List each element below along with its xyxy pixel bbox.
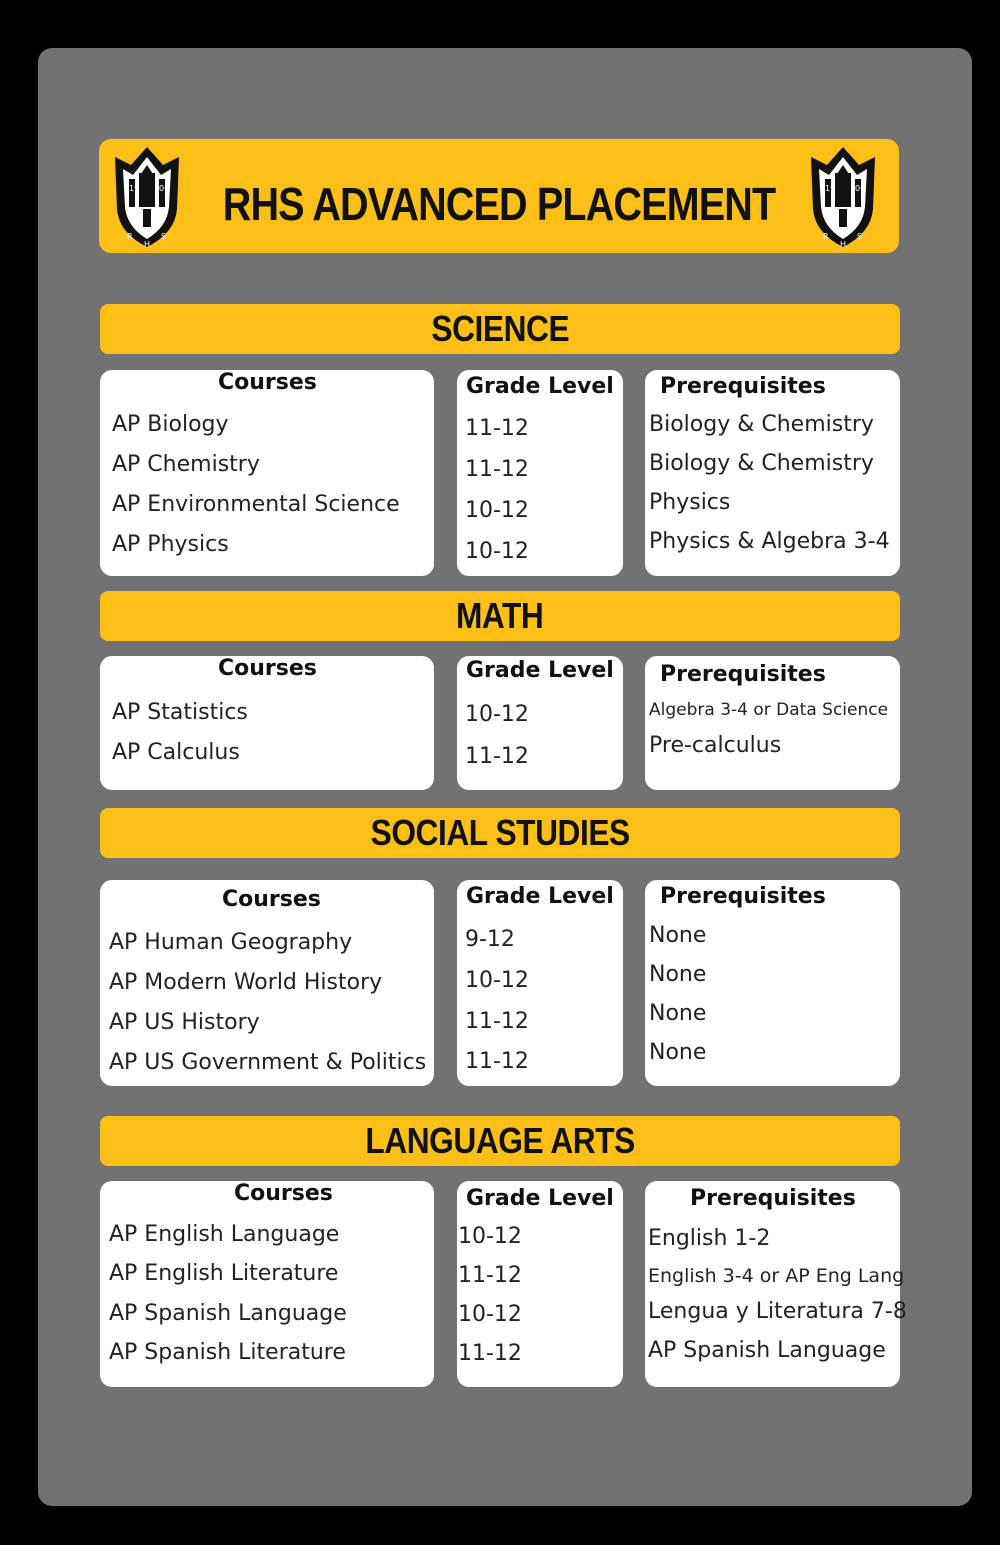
- grade-item: 11-12: [458, 1263, 522, 1288]
- svg-text:19: 19: [825, 184, 836, 193]
- courses-header: Courses: [218, 656, 317, 681]
- grade-item: 11-12: [465, 457, 529, 482]
- course-item: AP English Language: [109, 1222, 340, 1247]
- course-item: AP Statistics: [112, 700, 248, 725]
- section-banner-math: [100, 591, 900, 641]
- courses-header: Courses: [218, 370, 317, 395]
- courses-box-language-arts: [100, 1181, 434, 1387]
- svg-text:R: R: [823, 232, 829, 241]
- grade-item: 10-12: [465, 539, 529, 564]
- svg-text:H: H: [144, 240, 151, 249]
- section-title: MATH: [456, 595, 544, 636]
- courses-header: Courses: [234, 1181, 333, 1206]
- courses-box-math: [100, 656, 434, 790]
- grade-item: 11-12: [458, 1341, 522, 1366]
- grade-item: 11-12: [465, 1009, 529, 1034]
- prereq-box-social-studies: [645, 880, 900, 1086]
- prereq-box-science: [645, 370, 900, 576]
- course-item: AP US History: [109, 1010, 260, 1035]
- prereq-item: None: [649, 962, 707, 987]
- section-title: SCIENCE: [431, 308, 569, 349]
- course-item: AP Physics: [112, 532, 229, 557]
- courses-header: Courses: [222, 887, 321, 912]
- prereq-item: Biology & Chemistry: [649, 412, 874, 437]
- grade-item: 11-12: [465, 744, 529, 769]
- section-banner-science: [100, 304, 900, 354]
- grade-item: 10-12: [465, 702, 529, 727]
- course-item: AP Spanish Language: [109, 1301, 347, 1326]
- crest-year-left: 19: [129, 184, 140, 193]
- grade-header: Grade Level: [466, 658, 614, 683]
- prereq-item: English 3-4 or AP Eng Lang: [648, 1265, 905, 1287]
- prereq-box-language-arts: [645, 1181, 907, 1387]
- course-item: AP Biology: [112, 412, 229, 437]
- course-item: AP Human Geography: [109, 930, 353, 955]
- crest-year-right: 06: [159, 184, 170, 193]
- section-title: LANGUAGE ARTS: [365, 1120, 635, 1161]
- section-banner-social-studies: [100, 808, 900, 858]
- svg-text:H: H: [840, 240, 847, 249]
- prereq-item: None: [649, 1040, 707, 1065]
- grade-item: 10-12: [458, 1302, 522, 1327]
- section-title: SOCIAL STUDIES: [370, 812, 630, 853]
- svg-text:S: S: [857, 232, 863, 241]
- grade-item: 10-12: [465, 498, 529, 523]
- course-item: AP Chemistry: [112, 452, 260, 477]
- prereq-item: Algebra 3-4 or Data Science: [649, 700, 889, 720]
- courses-box-science: [100, 370, 434, 576]
- course-item: AP Spanish Literature: [109, 1340, 346, 1365]
- course-item: AP Calculus: [112, 740, 240, 765]
- prereq-item: Pre-calculus: [649, 733, 782, 758]
- grade-item: 10-12: [458, 1224, 522, 1249]
- grade-box-social-studies: [457, 880, 623, 1086]
- course-item: AP English Literature: [109, 1261, 339, 1286]
- grade-item: 11-12: [465, 1049, 529, 1074]
- school-crest-logo: [805, 143, 881, 251]
- prereq-item: English 1-2: [648, 1226, 771, 1251]
- grade-box-language-arts: [457, 1181, 623, 1387]
- section-banner-language-arts: [100, 1116, 900, 1166]
- prereq-header: Prerequisites: [660, 662, 826, 687]
- page-title: RHS ADVANCED PLACEMENT: [222, 178, 776, 230]
- prereq-item: AP Spanish Language: [648, 1338, 886, 1363]
- grade-box-science: [457, 370, 623, 576]
- svg-text:R: R: [127, 232, 133, 241]
- prereq-item: None: [649, 1001, 707, 1026]
- course-item: AP Environmental Science: [112, 492, 400, 517]
- grade-item: 10-12: [465, 968, 529, 993]
- header-banner: [99, 139, 899, 253]
- prereq-header: Prerequisites: [660, 884, 826, 909]
- prereq-item: Lengua y Literatura 7-8: [648, 1299, 907, 1324]
- prereq-header: Prerequisites: [690, 1186, 856, 1211]
- prereq-header: Prerequisites: [660, 374, 826, 399]
- prereq-item: Physics: [649, 490, 731, 515]
- grade-header: Grade Level: [466, 374, 614, 399]
- grade-header: Grade Level: [466, 1186, 614, 1211]
- grade-header: Grade Level: [466, 884, 614, 909]
- grade-item: 11-12: [465, 416, 529, 441]
- course-item: AP US Government & Politics: [109, 1050, 427, 1075]
- svg-text:S: S: [161, 232, 167, 241]
- courses-box-social-studies: [100, 880, 434, 1086]
- course-item: AP Modern World History: [109, 970, 383, 995]
- prereq-item: Biology & Chemistry: [649, 451, 874, 476]
- prereq-item: Physics & Algebra 3-4: [649, 529, 890, 554]
- svg-text:06: 06: [855, 184, 866, 193]
- prereq-item: None: [649, 923, 707, 948]
- grade-box-math: [457, 656, 623, 790]
- prereq-box-math: [645, 656, 900, 790]
- grade-item: 9-12: [465, 927, 515, 952]
